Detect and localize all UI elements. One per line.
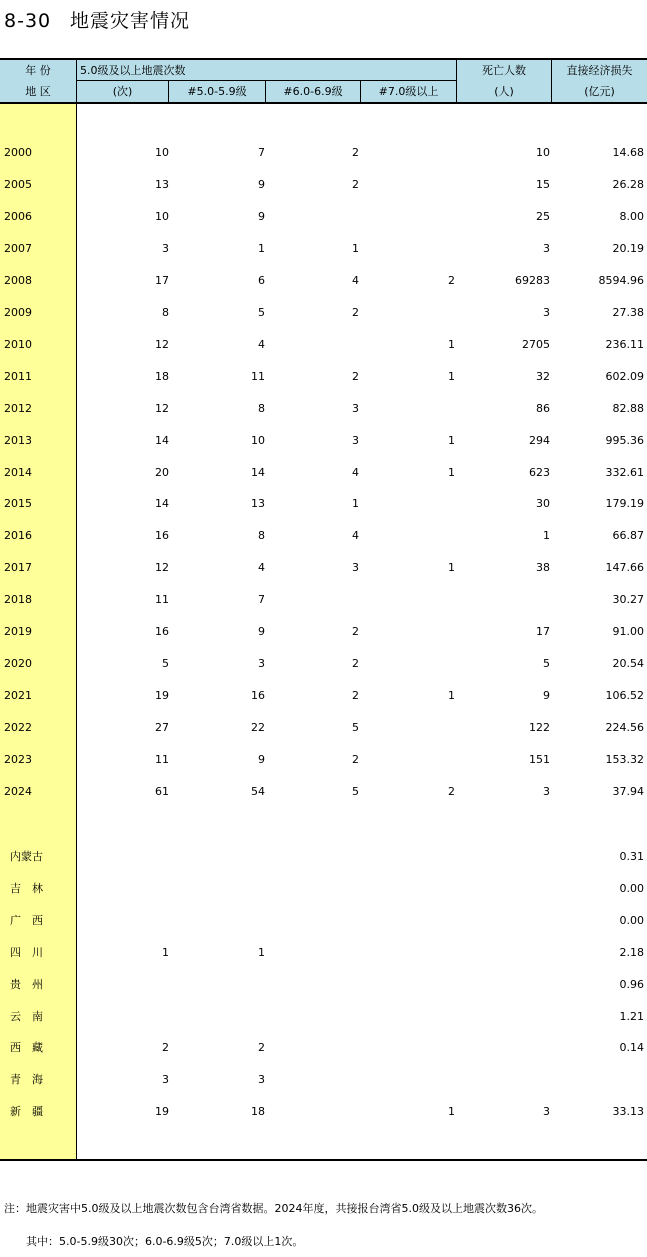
table-number: 8-30 <box>4 10 52 32</box>
cell-m5: 1 <box>258 241 265 255</box>
cell-loss: 147.66 <box>605 561 644 575</box>
region-label: 新 疆 <box>10 1105 43 1119</box>
cell-loss: 8.00 <box>619 209 644 223</box>
cell-deaths: 30 <box>536 497 550 511</box>
cell-total: 14 <box>155 497 169 511</box>
cell-loss: 153.32 <box>605 753 644 767</box>
cell-deaths: 25 <box>536 209 550 223</box>
header-loss: 直接经济损失 <box>566 64 633 77</box>
cell-m5: 8 <box>258 529 265 543</box>
cell-m6: 5 <box>352 785 359 798</box>
cell-m5: 3 <box>258 657 265 671</box>
cell-m6: 3 <box>352 561 359 575</box>
cell-deaths: 38 <box>536 561 550 575</box>
cell-deaths: 623 <box>529 465 550 479</box>
cell-m5: 54 <box>251 785 265 798</box>
cell-m7: 2 <box>448 785 455 798</box>
cell-deaths: 86 <box>536 401 550 415</box>
cell-total: 61 <box>155 785 169 798</box>
cell-m5: 1 <box>258 945 265 959</box>
cell-total: 11 <box>155 593 169 607</box>
cell-m5: 14 <box>251 465 265 479</box>
cell-m5: 4 <box>258 337 265 351</box>
cell-loss: 224.56 <box>605 721 644 735</box>
cell-m5: 6 <box>258 273 265 287</box>
cell-m5: 11 <box>251 369 265 383</box>
cell-m6: 4 <box>352 273 359 287</box>
cell-deaths: 17 <box>536 625 550 639</box>
cell-total: 27 <box>155 721 169 735</box>
cell-deaths: 3 <box>543 785 550 798</box>
cell-m6: 2 <box>352 146 359 159</box>
header-year: 年 份 <box>25 64 51 77</box>
year-label: 2021 <box>4 689 32 703</box>
cell-m6: 2 <box>352 305 359 319</box>
cell-deaths: 3 <box>543 305 550 319</box>
cell-total: 3 <box>162 241 169 255</box>
cell-m7: 2 <box>448 273 455 287</box>
cell-m5: 13 <box>251 497 265 511</box>
cell-deaths: 151 <box>529 753 550 767</box>
cell-total: 17 <box>155 273 169 287</box>
cell-total: 12 <box>155 401 169 415</box>
table-title: 地震灾害情况 <box>70 10 191 32</box>
cell-m7: 1 <box>448 561 455 575</box>
header-quake-unit: (次) <box>112 85 133 98</box>
cell-m5: 5 <box>258 305 265 319</box>
header-sub-m5: #5.0-5.9级 <box>187 85 247 98</box>
cell-loss: 106.52 <box>605 689 644 703</box>
cell-m5: 3 <box>258 1073 265 1087</box>
year-label: 2008 <box>4 273 32 287</box>
cell-loss: 0.00 <box>619 913 644 927</box>
cell-total: 11 <box>155 753 169 767</box>
cell-m5: 9 <box>258 625 265 639</box>
cell-total: 10 <box>155 146 169 159</box>
cell-deaths: 2705 <box>522 337 550 351</box>
cell-loss: 179.19 <box>605 497 644 511</box>
cell-loss: 33.13 <box>612 1105 644 1119</box>
year-label: 2015 <box>4 497 32 511</box>
header-quake-count: 5.0级及以上地震次数 <box>80 64 186 77</box>
year-label: 2023 <box>4 753 32 767</box>
cell-m7: 1 <box>448 465 455 479</box>
cell-deaths: 3 <box>543 1105 550 1119</box>
header-region: 地 区 <box>25 85 51 98</box>
cell-m6: 1 <box>352 497 359 511</box>
year-label: 2016 <box>4 529 32 543</box>
cell-loss: 82.88 <box>612 401 644 415</box>
cell-total: 16 <box>155 529 169 543</box>
region-label: 广 西 <box>10 913 43 927</box>
region-label: 四 川 <box>10 945 43 959</box>
cell-total: 14 <box>155 433 169 447</box>
cell-m6: 1 <box>352 241 359 255</box>
year-label: 2007 <box>4 241 32 255</box>
cell-m6: 2 <box>352 753 359 767</box>
header-deaths-unit: (人) <box>494 85 514 98</box>
cell-deaths: 32 <box>536 369 550 383</box>
region-label: 西 藏 <box>10 1041 43 1055</box>
year-label: 2011 <box>4 369 32 383</box>
region-label: 青 海 <box>10 1073 43 1087</box>
year-label: 2022 <box>4 721 32 735</box>
region-label: 内蒙古 <box>10 850 43 863</box>
cell-m5: 4 <box>258 561 265 575</box>
cell-deaths: 294 <box>529 433 550 447</box>
year-label: 2000 <box>4 146 32 159</box>
cell-m5: 9 <box>258 753 265 767</box>
cell-total: 18 <box>155 369 169 383</box>
cell-loss: 0.14 <box>619 1041 644 1055</box>
footnote-2: 其中：5.0-5.9级30次；6.0-6.9级5次；7.0级以上1次。 <box>4 1235 304 1248</box>
cell-loss: 91.00 <box>612 625 644 639</box>
cell-total: 8 <box>162 305 169 319</box>
col-divider <box>76 60 77 1159</box>
cell-total: 16 <box>155 625 169 639</box>
cell-m6: 2 <box>352 177 359 191</box>
cell-deaths: 3 <box>543 241 550 255</box>
header-bottom-rule <box>0 102 647 104</box>
cell-deaths: 69283 <box>515 273 550 287</box>
cell-m5: 10 <box>251 433 265 447</box>
cell-m6: 2 <box>352 689 359 703</box>
cell-loss: 20.54 <box>612 657 644 671</box>
cell-loss: 332.61 <box>605 465 644 479</box>
cell-loss: 14.68 <box>612 146 644 159</box>
cell-m6: 3 <box>352 401 359 415</box>
cell-m5: 9 <box>258 177 265 191</box>
header-loss-unit: (亿元) <box>584 85 615 98</box>
cell-total: 13 <box>155 177 169 191</box>
cell-m5: 2 <box>258 1041 265 1055</box>
cell-deaths: 1 <box>543 529 550 543</box>
cell-total: 3 <box>162 1073 169 1087</box>
cell-m6: 4 <box>352 465 359 479</box>
year-label: 2019 <box>4 625 32 639</box>
region-label: 贵 州 <box>10 977 43 991</box>
cell-loss: 236.11 <box>605 337 644 351</box>
cell-total: 19 <box>155 1105 169 1119</box>
cell-deaths: 15 <box>536 177 550 191</box>
year-label: 2012 <box>4 401 32 415</box>
cell-deaths: 122 <box>529 721 550 735</box>
cell-m7: 1 <box>448 1105 455 1119</box>
cell-total: 1 <box>162 945 169 959</box>
cell-m5: 9 <box>258 209 265 223</box>
cell-loss: 1.21 <box>619 1009 644 1023</box>
cell-deaths: 5 <box>543 657 550 671</box>
cell-total: 2 <box>162 1041 169 1055</box>
region-label: 云 南 <box>10 1009 43 1023</box>
header-sub-m6: #6.0-6.9级 <box>283 85 343 98</box>
cell-m5: 18 <box>251 1105 265 1119</box>
cell-m6: 2 <box>352 369 359 383</box>
cell-total: 10 <box>155 209 169 223</box>
cell-m7: 1 <box>448 689 455 703</box>
year-label: 2010 <box>4 337 32 351</box>
header-sub-m7: #7.0级以上 <box>378 85 439 98</box>
year-label: 2009 <box>4 305 32 319</box>
table-bottom-rule <box>0 1159 647 1161</box>
cell-deaths: 10 <box>536 146 550 159</box>
year-label: 2005 <box>4 177 32 191</box>
year-label: 2017 <box>4 561 32 575</box>
cell-loss: 602.09 <box>605 369 644 383</box>
header-top-rule <box>0 58 647 60</box>
cell-m6: 5 <box>352 721 359 735</box>
cell-loss: 37.94 <box>612 785 644 798</box>
header-sub-rule <box>77 80 457 81</box>
cell-m5: 16 <box>251 689 265 703</box>
region-label: 吉 林 <box>10 881 43 895</box>
cell-m7: 1 <box>448 369 455 383</box>
cell-loss: 995.36 <box>605 433 644 447</box>
cell-m7: 1 <box>448 433 455 447</box>
cell-loss: 30.27 <box>612 593 644 607</box>
cell-loss: 0.96 <box>619 977 644 991</box>
cell-loss: 20.19 <box>612 241 644 255</box>
cell-loss: 0.31 <box>619 850 644 863</box>
cell-m5: 7 <box>258 146 265 159</box>
cell-loss: 27.38 <box>612 305 644 319</box>
cell-m5: 22 <box>251 721 265 735</box>
page-title <box>4 6 190 33</box>
cell-m6: 3 <box>352 433 359 447</box>
cell-total: 12 <box>155 561 169 575</box>
cell-total: 20 <box>155 465 169 479</box>
cell-loss: 0.00 <box>619 881 644 895</box>
cell-loss: 26.28 <box>612 177 644 191</box>
year-label: 2018 <box>4 593 32 607</box>
year-label: 2024 <box>4 785 32 798</box>
year-label: 2020 <box>4 657 32 671</box>
cell-m5: 8 <box>258 401 265 415</box>
year-label: 2013 <box>4 433 32 447</box>
year-label: 2006 <box>4 209 32 223</box>
cell-m7: 1 <box>448 337 455 351</box>
cell-m6: 2 <box>352 657 359 671</box>
cell-total: 19 <box>155 689 169 703</box>
cell-deaths: 9 <box>543 689 550 703</box>
header-deaths: 死亡人数 <box>482 64 526 77</box>
cell-loss: 8594.96 <box>598 273 644 287</box>
year-label: 2014 <box>4 465 32 479</box>
cell-total: 12 <box>155 337 169 351</box>
cell-m6: 2 <box>352 625 359 639</box>
cell-m6: 4 <box>352 529 359 543</box>
footnote-1: 注：地震灾害中5.0级及以上地震次数包含台湾省数据。2024年度，共接报台湾省5.0级及以上地震次数36次。 <box>4 1202 543 1215</box>
cell-total: 5 <box>162 657 169 671</box>
cell-loss: 66.87 <box>612 529 644 543</box>
cell-loss: 2.18 <box>619 945 644 959</box>
cell-m5: 7 <box>258 593 265 607</box>
